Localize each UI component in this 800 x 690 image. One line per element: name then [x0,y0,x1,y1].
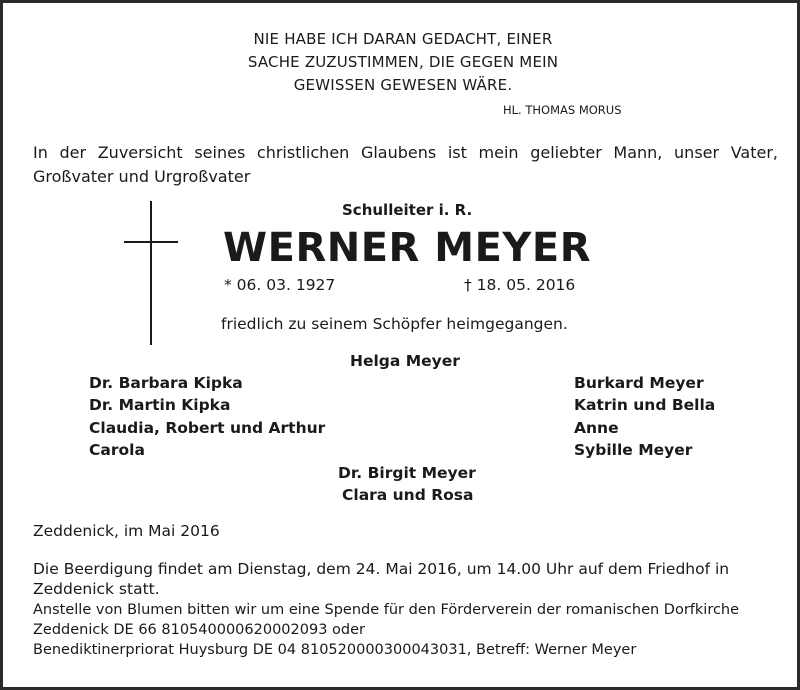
funeral-line-1: Die Beerdigung findet am Dienstag, dem 24. Mai 2016, um 14.00 Uhr auf dem Friedhof in [33,560,730,578]
family-center-bottom-1: Dr. Birgit Meyer [338,464,476,482]
quote-author: HL. THOMAS MORUS [503,103,622,117]
family-right-4: Sybille Meyer [574,441,693,459]
passing-message: friedlich zu seinem Schöpfer heimgegangen. [221,315,568,333]
family-left-3: Claudia, Robert und Arthur [89,419,326,437]
family-right-3: Anne [574,419,619,437]
funeral-line-2: Zeddenick statt. [33,580,160,598]
deceased-name: WERNER MEYER [223,225,591,271]
quote-line-2: SACHE ZUZUSTIMMEN, DIE GEGEN MEIN [247,53,559,71]
family-right-2: Katrin und Bella [574,396,716,414]
birth-date: * 06. 03. 1927 [224,276,336,294]
family-left-2: Dr. Martin Kipka [89,396,231,414]
quote-line-3: GEWISSEN GEWESEN WÄRE. [293,76,513,94]
intro-text: In der Zuversicht seines christlichen Glaubens ist mein geliebter Mann, unser Vater, Großvater und Urgroßvater [33,143,778,186]
death-date: † 18. 05. 2016 [464,276,576,294]
donation-line-3: Benediktinerpriorat Huysburg DE 04 810520000300043031, Betreff: Werner Meyer [33,642,637,658]
quote-line-1: NIE HABE ICH DARAN GEDACHT, EINER [253,30,553,48]
cross-icon [150,201,152,345]
family-right-1: Burkard Meyer [574,374,704,392]
deceased-title: Schulleiter i. R. [342,201,473,219]
family-left-4: Carola [89,441,145,459]
cross-icon-bar [124,241,178,243]
family-center-top: Helga Meyer [350,352,460,370]
family-left-1: Dr. Barbara Kipka [89,374,243,392]
place-date: Zeddenick, im Mai 2016 [33,522,220,540]
donation-line-2: Zeddenick DE 66 810540000620002093 oder [33,622,365,638]
family-center-bottom-2: Clara und Rosa [342,486,474,504]
donation-line-1: Anstelle von Blumen bitten wir um eine Spende für den Förderverein der romanischen Dorfkirche [33,602,740,618]
